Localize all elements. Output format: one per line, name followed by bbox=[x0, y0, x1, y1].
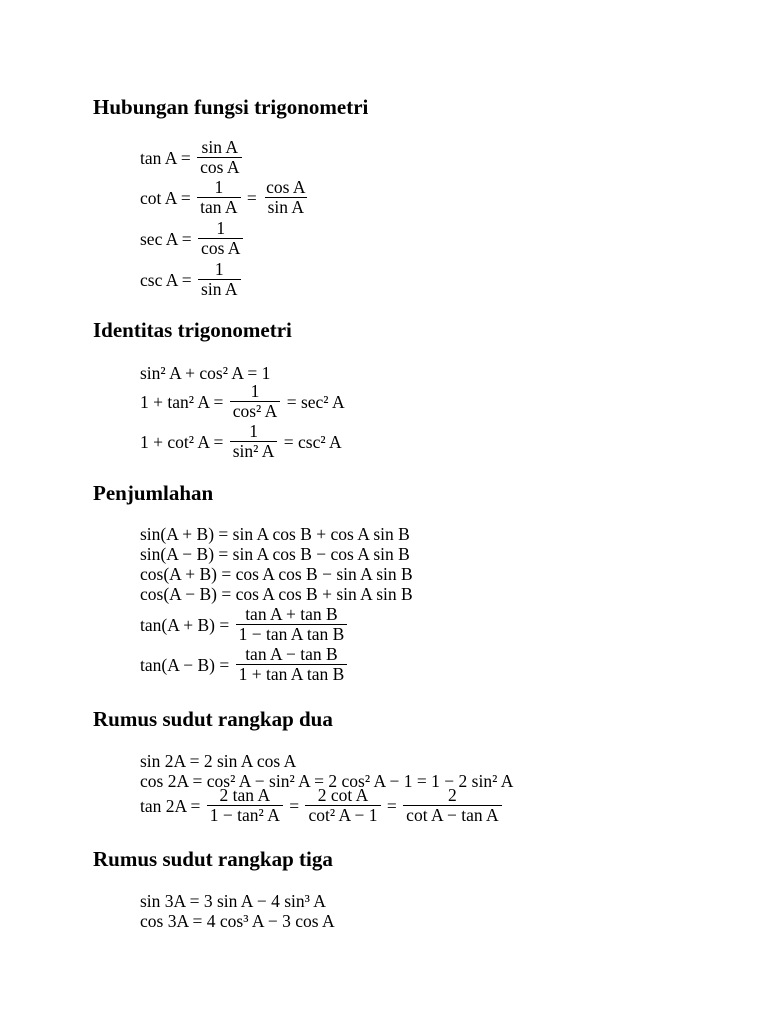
fraction-denominator: 1 − tan² A bbox=[207, 805, 283, 825]
equation-text: tan(A + B) = bbox=[140, 614, 230, 635]
fraction bbox=[198, 219, 243, 258]
fraction bbox=[198, 260, 240, 299]
section-title-hubungan: Hubungan fungsi trigonometri bbox=[93, 95, 369, 119]
fraction-denominator: cot A − tan A bbox=[403, 805, 502, 825]
equation-text: = bbox=[246, 187, 257, 208]
fraction-denominator: cot² A − 1 bbox=[305, 805, 380, 825]
equation-text: tan A = bbox=[140, 147, 191, 168]
section-title-identitas: Identitas trigonometri bbox=[93, 318, 292, 342]
equation-cot-csc-identity bbox=[140, 422, 342, 461]
equation-text: tan 2A = bbox=[140, 795, 201, 816]
section-title-rangkap-dua: Rumus sudut rangkap dua bbox=[93, 707, 333, 731]
equation-text: = sec² A bbox=[286, 391, 345, 412]
fraction-denominator: 1 − tan A tan B bbox=[236, 624, 348, 644]
fraction-numerator: 2 bbox=[448, 785, 457, 805]
fraction-denominator: sin A bbox=[265, 197, 307, 217]
equation-text: cos 2A = cos² A − sin² A = 2 cos² A − 1 = 1 − 2 sin² A bbox=[140, 770, 514, 791]
fraction-numerator: 1 bbox=[216, 218, 226, 238]
fraction-numerator: 1 bbox=[250, 381, 260, 401]
fraction-numerator: tan A − tan B bbox=[245, 644, 338, 664]
fraction bbox=[236, 645, 348, 684]
equation-pythagorean bbox=[140, 361, 270, 383]
fraction bbox=[236, 605, 348, 644]
equation-text: sin(A − B) = sin A cos B − cos A sin B bbox=[140, 543, 410, 564]
equation-cos-diff bbox=[140, 582, 413, 604]
equation-text: 1 + tan² A = bbox=[140, 391, 224, 412]
fraction bbox=[305, 786, 380, 825]
fraction bbox=[403, 786, 502, 825]
equation-text: = csc² A bbox=[283, 431, 342, 452]
equation-text: cos(A − B) = cos A cos B + sin A sin B bbox=[140, 583, 413, 604]
equation-text: 1 + cot² A = bbox=[140, 431, 224, 452]
section-title-penjumlahan: Penjumlahan bbox=[93, 481, 214, 505]
fraction-denominator: 1 + tan A tan B bbox=[236, 664, 348, 684]
equation-tan bbox=[140, 138, 244, 177]
fraction-numerator: 1 bbox=[214, 177, 224, 197]
equation-sin-triple bbox=[140, 889, 326, 911]
equation-text: tan(A − B) = bbox=[140, 654, 230, 675]
fraction-numerator: 1 bbox=[249, 421, 258, 441]
equation-text: sec A = bbox=[140, 228, 192, 249]
fraction-denominator: sin² A bbox=[230, 441, 278, 461]
equation-tan-double bbox=[140, 786, 504, 825]
equation-cot bbox=[140, 178, 311, 217]
equation-text: cos 3A = 4 cos³ A − 3 cos A bbox=[140, 910, 335, 931]
equation-cos-triple bbox=[140, 909, 335, 931]
equation-sec bbox=[140, 219, 245, 258]
equation-text: cot A = bbox=[140, 187, 191, 208]
fraction-denominator: tan A bbox=[197, 197, 240, 217]
fraction-numerator: cos A bbox=[266, 177, 306, 197]
fraction-denominator: sin A bbox=[198, 279, 240, 299]
equation-tan-sec-identity bbox=[140, 382, 345, 421]
fraction bbox=[263, 178, 308, 217]
fraction-numerator: sin A bbox=[201, 137, 239, 157]
equation-sin-diff bbox=[140, 542, 410, 564]
equation-text: sin(A + B) = sin A cos B + cos A sin B bbox=[140, 523, 410, 544]
fraction-numerator: 1 bbox=[214, 259, 224, 279]
equation-tan-sum bbox=[140, 605, 349, 644]
equation-text: sin 3A = 3 sin A − 4 sin³ A bbox=[140, 890, 326, 911]
fraction-numerator: 2 tan A bbox=[219, 785, 271, 805]
section-title-rangkap-tiga: Rumus sudut rangkap tiga bbox=[93, 847, 333, 871]
equation-text: sin² A + cos² A = 1 bbox=[140, 362, 271, 383]
fraction bbox=[207, 786, 283, 825]
equation-text: csc A = bbox=[140, 269, 192, 290]
fraction-numerator: tan A + tan B bbox=[245, 604, 338, 624]
equation-csc bbox=[140, 260, 243, 299]
equation-tan-diff bbox=[140, 645, 349, 684]
equation-sin-sum bbox=[140, 522, 410, 544]
fraction bbox=[230, 382, 281, 421]
fraction-numerator: 2 cot A bbox=[317, 785, 369, 805]
fraction-denominator: cos A bbox=[198, 238, 243, 258]
fraction bbox=[197, 178, 240, 217]
equation-text: sin 2A = 2 sin A cos A bbox=[140, 750, 297, 771]
equation-text: = bbox=[289, 795, 300, 816]
fraction bbox=[230, 422, 278, 461]
equation-cos-sum bbox=[140, 562, 413, 584]
fraction bbox=[197, 138, 242, 177]
equation-text: cos(A + B) = cos A cos B − sin A sin B bbox=[140, 563, 413, 584]
equation-text: = bbox=[386, 795, 397, 816]
equation-sin-double bbox=[140, 749, 296, 771]
fraction-denominator: cos² A bbox=[230, 401, 281, 421]
fraction-denominator: cos A bbox=[197, 157, 242, 177]
